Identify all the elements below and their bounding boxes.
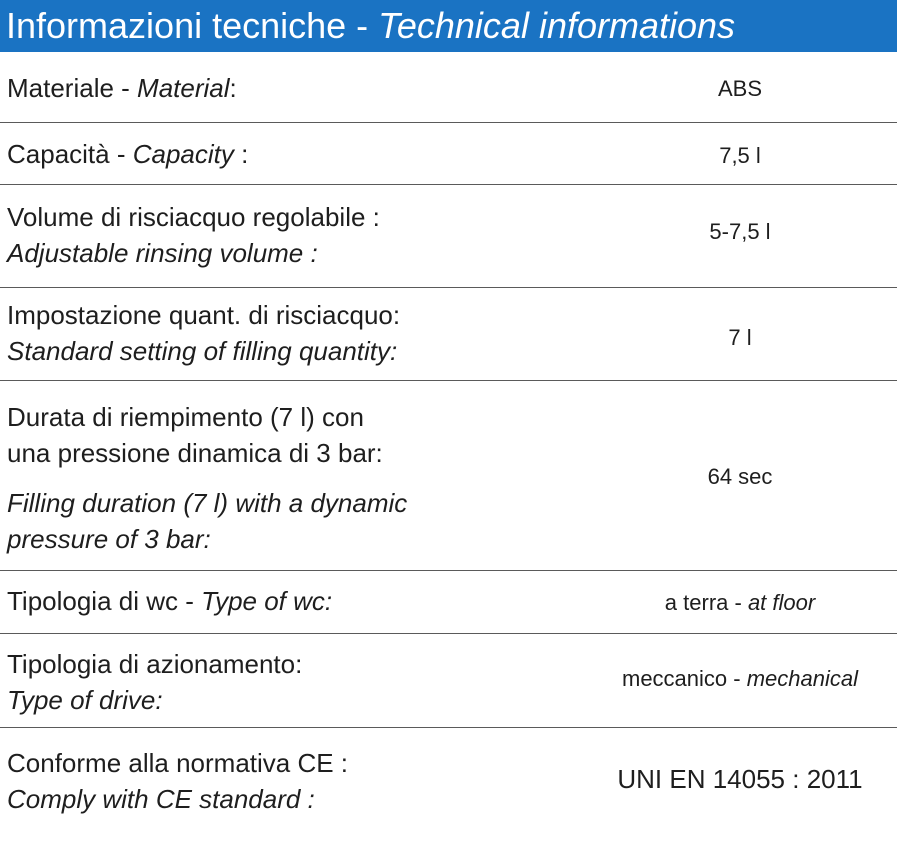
label-suffix: :	[233, 139, 249, 169]
label-suffix: :	[229, 73, 237, 103]
row-drive-type	[0, 634, 897, 728]
label-italian: Tipologia di azionamento:	[7, 649, 303, 679]
row-value: 7 l	[728, 325, 752, 350]
row-standard-setting	[0, 288, 897, 381]
label-italian: Conforme alla normativa CE :	[7, 748, 349, 778]
row-value	[590, 666, 890, 692]
row-rinsing-volume	[0, 185, 897, 288]
row-value: ABS	[717, 76, 763, 101]
label-english: Material	[137, 73, 230, 103]
label-italian: Impostazione quant. di risciacquo:	[7, 300, 401, 330]
row-label	[7, 199, 380, 271]
row-capacity	[0, 123, 897, 185]
row-label	[7, 297, 400, 369]
value-english: mechanical	[746, 666, 858, 691]
row-value: UNI EN 14055 : 2011	[617, 764, 863, 794]
label-english: Type of wc:	[201, 586, 333, 616]
label-italian: Capacità -	[7, 139, 133, 169]
section-title	[0, 0, 897, 52]
row-value: 64 sec	[707, 464, 773, 489]
row-label	[7, 136, 248, 172]
row-ce-standard	[0, 728, 897, 859]
value-italian: meccanico -	[622, 666, 747, 691]
row-label	[7, 399, 407, 557]
label-english: Adjustable rinsing volume :	[7, 238, 318, 268]
title-italian: Informazioni tecniche -	[6, 5, 379, 46]
row-material	[0, 52, 897, 123]
label-italian: Volume di risciacquo regolabile :	[7, 202, 380, 232]
label-english: Capacity	[132, 139, 234, 169]
label-italian: Materiale -	[7, 73, 138, 103]
label-italian: Tipologia di wc -	[7, 586, 202, 616]
value-english: at floor	[747, 590, 816, 615]
row-value: 5-7,5 l	[709, 219, 771, 244]
label-english: Standard setting of filling quantity:	[7, 336, 398, 366]
row-label	[7, 583, 332, 619]
label-italian-line-2: una pressione dinamica di 3 bar:	[7, 438, 383, 468]
row-label	[7, 745, 348, 817]
row-filling-duration	[0, 381, 897, 571]
label-english: Comply with CE standard :	[7, 784, 315, 814]
label-english-line-2: pressure of 3 bar:	[7, 524, 211, 554]
row-label	[7, 646, 302, 718]
row-label	[7, 70, 237, 106]
row-value	[590, 590, 890, 616]
title-english: Technical informations	[378, 5, 736, 46]
label-italian-line-1: Durata di riempimento (7 l) con	[7, 402, 364, 432]
label-english: Type of drive:	[7, 685, 163, 715]
value-italian: a terra -	[664, 590, 748, 615]
label-english-line-1: Filling duration (7 l) with a dynamic	[7, 488, 408, 518]
row-wc-type	[0, 571, 897, 634]
row-value: 7,5 l	[719, 143, 761, 168]
